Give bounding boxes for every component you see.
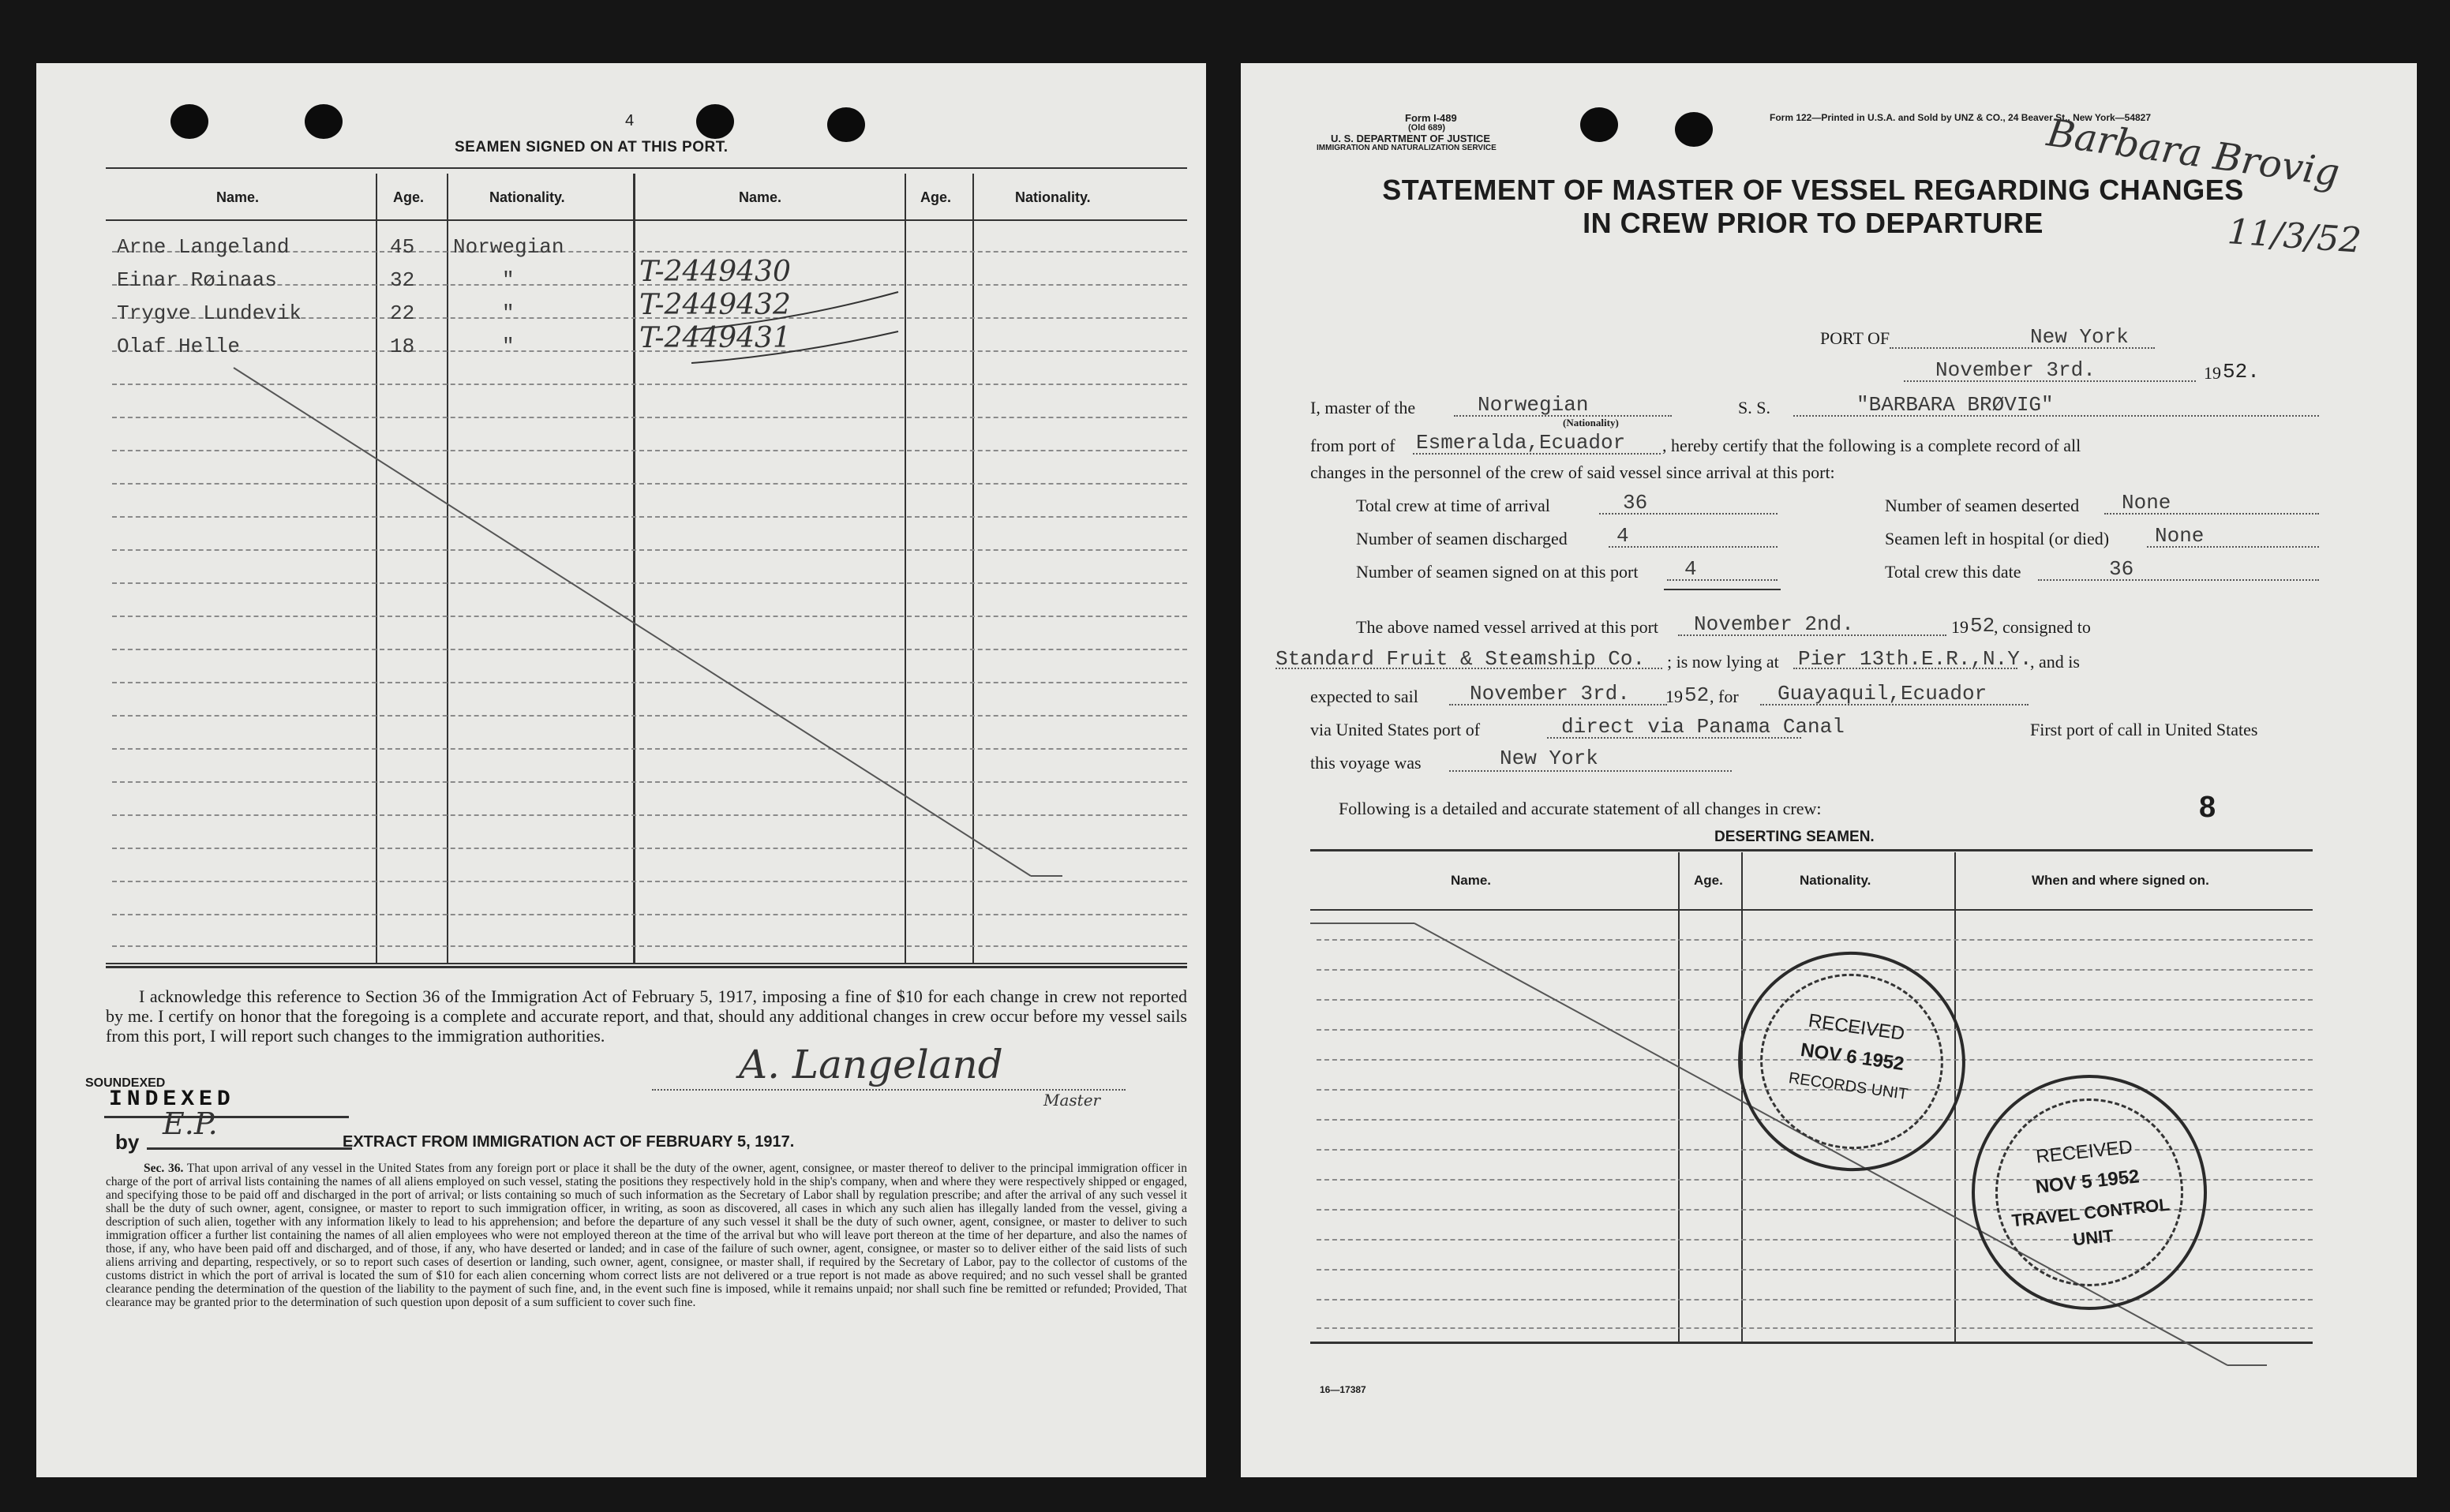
master-label: Master <box>1043 1091 1101 1110</box>
col-header-nationality-2: Nationality. <box>1015 189 1091 205</box>
first-call-label: First port of call in United States <box>2030 720 2258 739</box>
nationality-caption: (Nationality) <box>1563 417 1619 429</box>
port-of-label: PORT OF <box>1820 328 1890 348</box>
col-header-name-2: Name. <box>739 189 782 205</box>
section-title: SEAMEN SIGNED ON AT THIS PORT. <box>455 139 729 155</box>
seaman-nationality: Norwegian <box>453 235 564 259</box>
lying-value: Pier 13th.E.R.,N.Y. <box>1798 647 2032 671</box>
stamp-date: NOV 5 1952 <box>2034 1166 2141 1199</box>
acknowledgement-text: I acknowledge this reference to Section 36 of the Immigration Act of February 5, 1917, imposing a fine of $10 for each change in crew not reported by me. I certify on honor that the foregoing is a complete and accurate report, and that, should any additional changes in crew occur before my vessel sails from this port, I will report such changes to the immigration authorities. <box>106 986 1187 1046</box>
sail-date: November 3rd. <box>1470 682 1630 705</box>
by-initials: E.P. <box>163 1106 218 1141</box>
seaman-name: Olaf Helle <box>117 335 241 358</box>
section-36-text <box>106 1162 1187 1309</box>
consigned-label: , consigned to <box>1994 617 2091 637</box>
arrived-date: November 2nd. <box>1694 612 1854 636</box>
following-text: Following is a detailed and accurate statement of all changes in crew: <box>1339 799 1822 818</box>
sail-label: expected to sail <box>1310 687 1418 706</box>
handwritten-date: 11/3/52 <box>2226 211 2363 261</box>
stamp-unit: RECORDS UNIT <box>1787 1069 1909 1104</box>
indexed-stamp: INDEXED <box>109 1087 235 1112</box>
handwritten-id: T-2449432 <box>639 289 791 321</box>
section-rule <box>106 966 1187 968</box>
total-crew-date-label: Total crew this date <box>1885 562 2021 582</box>
seaman-age: 22 <box>390 301 415 325</box>
deserted-value: None <box>2122 491 2171 515</box>
seaman-name: Trygve Lundevik <box>117 301 302 325</box>
year-value: 52. <box>2223 360 2260 384</box>
destination-value: Guayaquil,Ecuador <box>1778 682 1987 705</box>
section-body: That upon arrival of any vessel in the United States from any foreign port or place it shall be the duty of the owner, agent, consignee, or master thereof to deliver to the principal immigration officer in charge of the port of arrival lists containing the names of all aliens employed on such vessel, stating the positions they respectively hold in the ship's company, when and where they were respectively shipped or engaged, and specifying those to be paid off and discharged in the port of arrival; or lists containing so much of such information as the Secretary of Labor shall by regulation prescribe; and after the arrival of any such vessel it shall be the duty of such owner, agent, consignee, or master to report to such immigration officer, in writing, as soon as discovered, all cases in which any such alien has illegally landed from the vessel, giving a description of such alien, together with any information likely to lead to his apprehension; and before the departure of any such vessel it shall be the duty of such owner, agent, consignee, or master to deliver to such immigration officer a further list containing the names of all alien employees who were not employed thereon at the time of the arrival but who will leave port thereon at the time of her departure, and also the names of those, if any, who have been paid off and discharged, and of those, if any, who have deserted or landed; and in case of the failure of such owner, agent, consignee, or master so to deliver either of the said lists of such aliens arriving and departing, respectively, or so to report such cases of desertion or landing, such owner, agent, consignee, or master shall, if required by the Secretary of Labor, pay to the collector of customs of the customs district in which the port of arrival is located the sum of $10 for each alien concerning whom correct lists are not delivered or a true report is not made as above required; and no such vessel shall be granted clearance pending the determination of the question of the liability to the payment of such fine, and, in the event such fine is imposed, while it remains unpaid; nor shall such fine be remitted or refunded; Provided, That clearance may be granted prior to the determination of such question upon deposit of a sum sufficient to cover such fine. <box>106 1162 1187 1309</box>
seaman-name: Arne Langeland <box>117 235 290 259</box>
printer-note: Form 122—Printed in U.S.A. and Sold by UNZ & CO., 24 Beaver St., New York—54827 <box>1770 112 2152 123</box>
col-header-signed-on: When and where signed on. <box>2032 873 2209 888</box>
sail-year: 52 <box>1684 683 1710 707</box>
right-page <box>1241 63 2417 1477</box>
stamp-received: RECEIVED <box>1807 1010 1906 1045</box>
by-rule <box>147 1147 352 1150</box>
stamp-date: NOV 6 1952 <box>1799 1039 1906 1076</box>
from-port-label: from port of <box>1310 436 1395 455</box>
seaman-name: Einar Røinaas <box>117 268 277 292</box>
total-crew-date-value: 36 <box>2109 557 2134 581</box>
seaman-age: 18 <box>390 335 415 358</box>
for-label: , for <box>1710 687 1739 706</box>
total-crew-arrival-label: Total crew at time of arrival <box>1356 496 1550 515</box>
stamp-unit: TRAVEL CONTROL <box>2010 1194 2171 1231</box>
via-value: direct via Panama Canal <box>1561 715 1845 739</box>
seaman-nationality: " <box>502 268 515 292</box>
discharged-value: 4 <box>1616 524 1629 548</box>
stamp-received: RECEIVED <box>2035 1136 2134 1168</box>
discharged-label: Number of seamen discharged <box>1356 529 1568 548</box>
service: IMMIGRATION AND NATURALIZATION SERVICE <box>1317 144 1497 152</box>
seaman-nationality: " <box>502 335 515 358</box>
hospital-label: Seamen left in hospital (or died) <box>1885 529 2110 548</box>
ss-label: S. S. <box>1738 398 1770 417</box>
total-crew-arrival-value: 36 <box>1623 491 1648 515</box>
voyage-label: this voyage was <box>1310 753 1422 773</box>
handwritten-id: T-2449430 <box>639 256 791 288</box>
by-label: by <box>115 1130 140 1154</box>
col-header-age-2: Age. <box>920 189 952 205</box>
changes-count: 8 <box>2199 791 2216 824</box>
sail-year-prefix: 19 <box>1665 687 1683 706</box>
page-number: 4 <box>625 112 635 129</box>
seaman-nationality: " <box>502 301 515 325</box>
col-header-age: Age. <box>1694 873 1723 888</box>
signed-on-label: Number of seamen signed on at this port <box>1356 562 1639 582</box>
department: U. S. DEPARTMENT OF JUSTICE <box>1331 133 1490 144</box>
section-label: Sec. 36. <box>144 1162 184 1175</box>
vessel-name: "BARBARA BRØVIG" <box>1856 393 2054 417</box>
form-title-line1: STATEMENT OF MASTER OF VESSEL REGARDING CHANGES <box>1382 174 2244 206</box>
col-header-age: Age. <box>393 189 425 205</box>
via-label: via United States port of <box>1310 720 1481 739</box>
deserting-title: DESERTING SEAMEN. <box>1714 829 1875 845</box>
deserting-strike-line <box>1241 63 2417 1477</box>
nationality-value: Norwegian <box>1478 393 1589 417</box>
seaman-age: 45 <box>390 235 415 259</box>
stamp-unit-2: UNIT <box>2072 1226 2115 1250</box>
form-title-line2: IN CREW PRIOR TO DEPARTURE <box>1583 207 2044 239</box>
soundexed-label: SOUNDEXED <box>85 1076 166 1090</box>
col-header-name: Name. <box>1451 873 1492 888</box>
seaman-age: 32 <box>390 268 415 292</box>
col-header-nationality: Nationality. <box>1800 873 1871 888</box>
arrived-year-prefix: 19 <box>1951 617 1969 637</box>
year-prefix: 19 <box>2204 363 2221 383</box>
handwritten-id: T-2449431 <box>639 322 791 354</box>
col-header-nationality: Nationality. <box>489 189 565 205</box>
port-value: New York <box>2030 325 2129 349</box>
col-header-name: Name. <box>216 189 260 205</box>
from-port-value: Esmeralda,Ecuador <box>1416 431 1626 455</box>
voyage-value: New York <box>1500 747 1598 770</box>
lying-label: ; is now lying at <box>1667 652 1779 672</box>
master-of-label: I, master of the <box>1310 398 1416 417</box>
extract-title: EXTRACT FROM IMMIGRATION ACT OF FEBRUARY 5, 1917. <box>343 1133 795 1151</box>
master-signature: A. Langeland <box>739 1042 1003 1087</box>
deserted-label: Number of seamen deserted <box>1885 496 2080 515</box>
and-is-label: , and is <box>2030 652 2080 672</box>
handwritten-vessel-name: Barbara Brovig <box>2044 110 2343 196</box>
date-value: November 3rd. <box>1935 358 2096 382</box>
hospital-value: None <box>2155 524 2205 548</box>
certify-text-2: changes in the personnel of the crew of said vessel since arrival at this port: <box>1310 462 1835 482</box>
arrived-label: The above named vessel arrived at this port <box>1356 617 1659 637</box>
footer-code: 16—17387 <box>1320 1384 1366 1395</box>
form-old: (Old 689) <box>1408 123 1446 133</box>
signed-on-value: 4 <box>1684 557 1697 581</box>
left-page <box>36 63 1206 1477</box>
indexed-rule <box>104 1116 349 1118</box>
consignee-value: Standard Fruit & Steamship Co. <box>1276 647 1646 671</box>
arrived-year: 52 <box>1970 614 1995 638</box>
form-number: Form I-489 <box>1405 112 1457 124</box>
certify-text: , hereby certify that the following is a complete record of all <box>1662 436 2081 455</box>
